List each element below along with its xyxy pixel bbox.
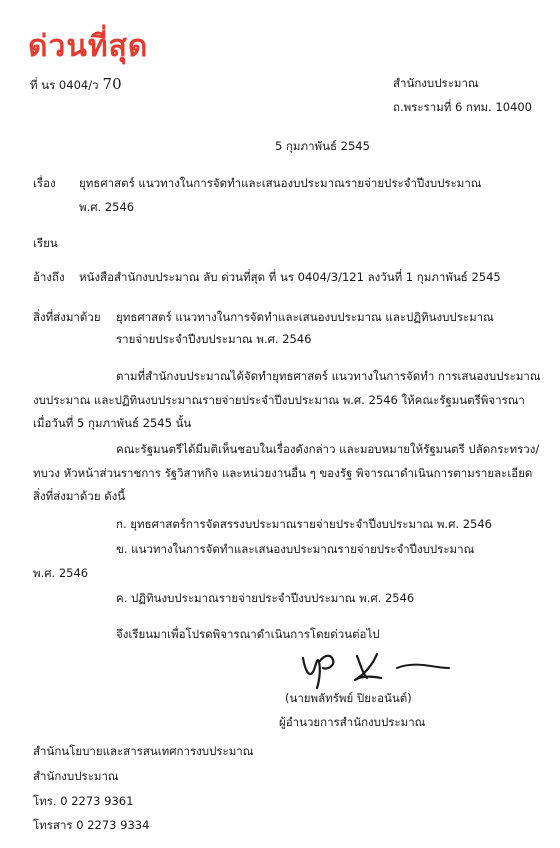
footer-phone: โทร. 0 2273 9361 [33, 794, 134, 808]
paragraph-1-line-2: งบประมาณ และปฏิทินงบประมาณรายจ่ายประจำปีงบประมาณ พ.ศ. 2546 ให้คณะรัฐมนตรีพิจารณา [33, 393, 525, 407]
footer-division: สำนักนโยบายและสารสนเทศการงบประมาณ [33, 744, 254, 758]
sender-office: สำนักงบประมาณ [393, 76, 479, 90]
enclosure-label: สิ่งที่ส่งมาด้วย [33, 310, 101, 324]
salutation: เรียน [33, 236, 58, 250]
paragraph-1-line-1: ตามที่สำนักงบประมาณได้จัดทำยุทธศาสตร์ แนวทางในการจัดทำ การเสนองบประมาณ [116, 369, 541, 383]
item-b-line-2: พ.ศ. 2546 [33, 566, 89, 580]
subject-line-1: ยุทธศาสตร์ แนวทางในการจัดทำและเสนองบประมาณรายจ่ายประจำปีงบประมาณ [79, 176, 482, 190]
reference-prefix: ที่ นร 0404/ว [30, 78, 99, 92]
closing-sentence: จึงเรียนมาเพื่อโปรดพิจารณาดำเนินการโดยด่วนต่อไป [116, 627, 380, 641]
sender-address: ถ.พระรามที่ 6 กทม. 10400 [393, 100, 532, 114]
letter-date: 5 กุมภาพันธ์ 2545 [275, 139, 370, 153]
reference-number-handwritten: 70 [102, 75, 122, 93]
paragraph-1-line-3: เมื่อวันที่ 5 กุมภาพันธ์ 2545 นั้น [33, 416, 192, 430]
signer-position: ผู้อำนวยการสำนักงบประมาณ [279, 715, 426, 729]
reference-text: หนังสือสำนักงบประมาณ ลับ ด่วนที่สุด ที่ นร 0404/3/121 ลงวันที่ 1 กุมภาพันธ์ 2545 [79, 270, 501, 284]
footer-fax: โทรสาร 0 2273 9334 [33, 818, 150, 832]
footer-office: สำนักงบประมาณ [33, 769, 119, 783]
reference-label: อ้างถึง [33, 270, 65, 284]
urgent-stamp: ด่วนที่สุด [28, 29, 149, 64]
paragraph-2-line-2: ทบวง หัวหน้าส่วนราชการ รัฐวิสาหกิจ และหน่วยงานอื่น ๆ ของรัฐ พิจารณาดำเนินการตามรายละเอียด [33, 466, 533, 480]
reference-number [30, 76, 122, 93]
subject-line-2: พ.ศ. 2546 [79, 200, 135, 214]
item-c: ค. ปฏิทินงบประมาณรายจ่ายประจำปีงบประมาณ พ.ศ. 2546 [116, 591, 415, 605]
enclosure-line-2: รายจ่ายประจำปีงบประมาณ พ.ศ. 2546 [116, 332, 312, 346]
subject-label: เรื่อง [33, 176, 56, 190]
item-a: ก. ยุทธศาสตร์การจัดสรรงบประมาณรายจ่ายประจำปีงบประมาณ พ.ศ. 2546 [116, 517, 492, 531]
signer-name: (นายพลัทรัพย์ ปิยะอนันต์) [285, 691, 412, 705]
handwritten-signature [295, 648, 455, 692]
item-b-line-1: ข. แนวทางในการจัดทำและเสนองบประมาณรายจ่ายประจำปีงบประมาณ [116, 542, 475, 556]
enclosure-line-1: ยุทธศาสตร์ แนวทางในการจัดทำและเสนองบประมาณ และปฏิทินงบประมาณ [116, 310, 494, 324]
paragraph-2-line-1: คณะรัฐมนตรีได้มีมติเห็นชอบในเรื่องดังกล่าว และมอบหมายให้รัฐมนตรี ปลัดกระทรวง/ [116, 442, 540, 456]
paragraph-2-line-3: สิ่งที่ส่งมาด้วย ดังนี้ [33, 489, 126, 503]
